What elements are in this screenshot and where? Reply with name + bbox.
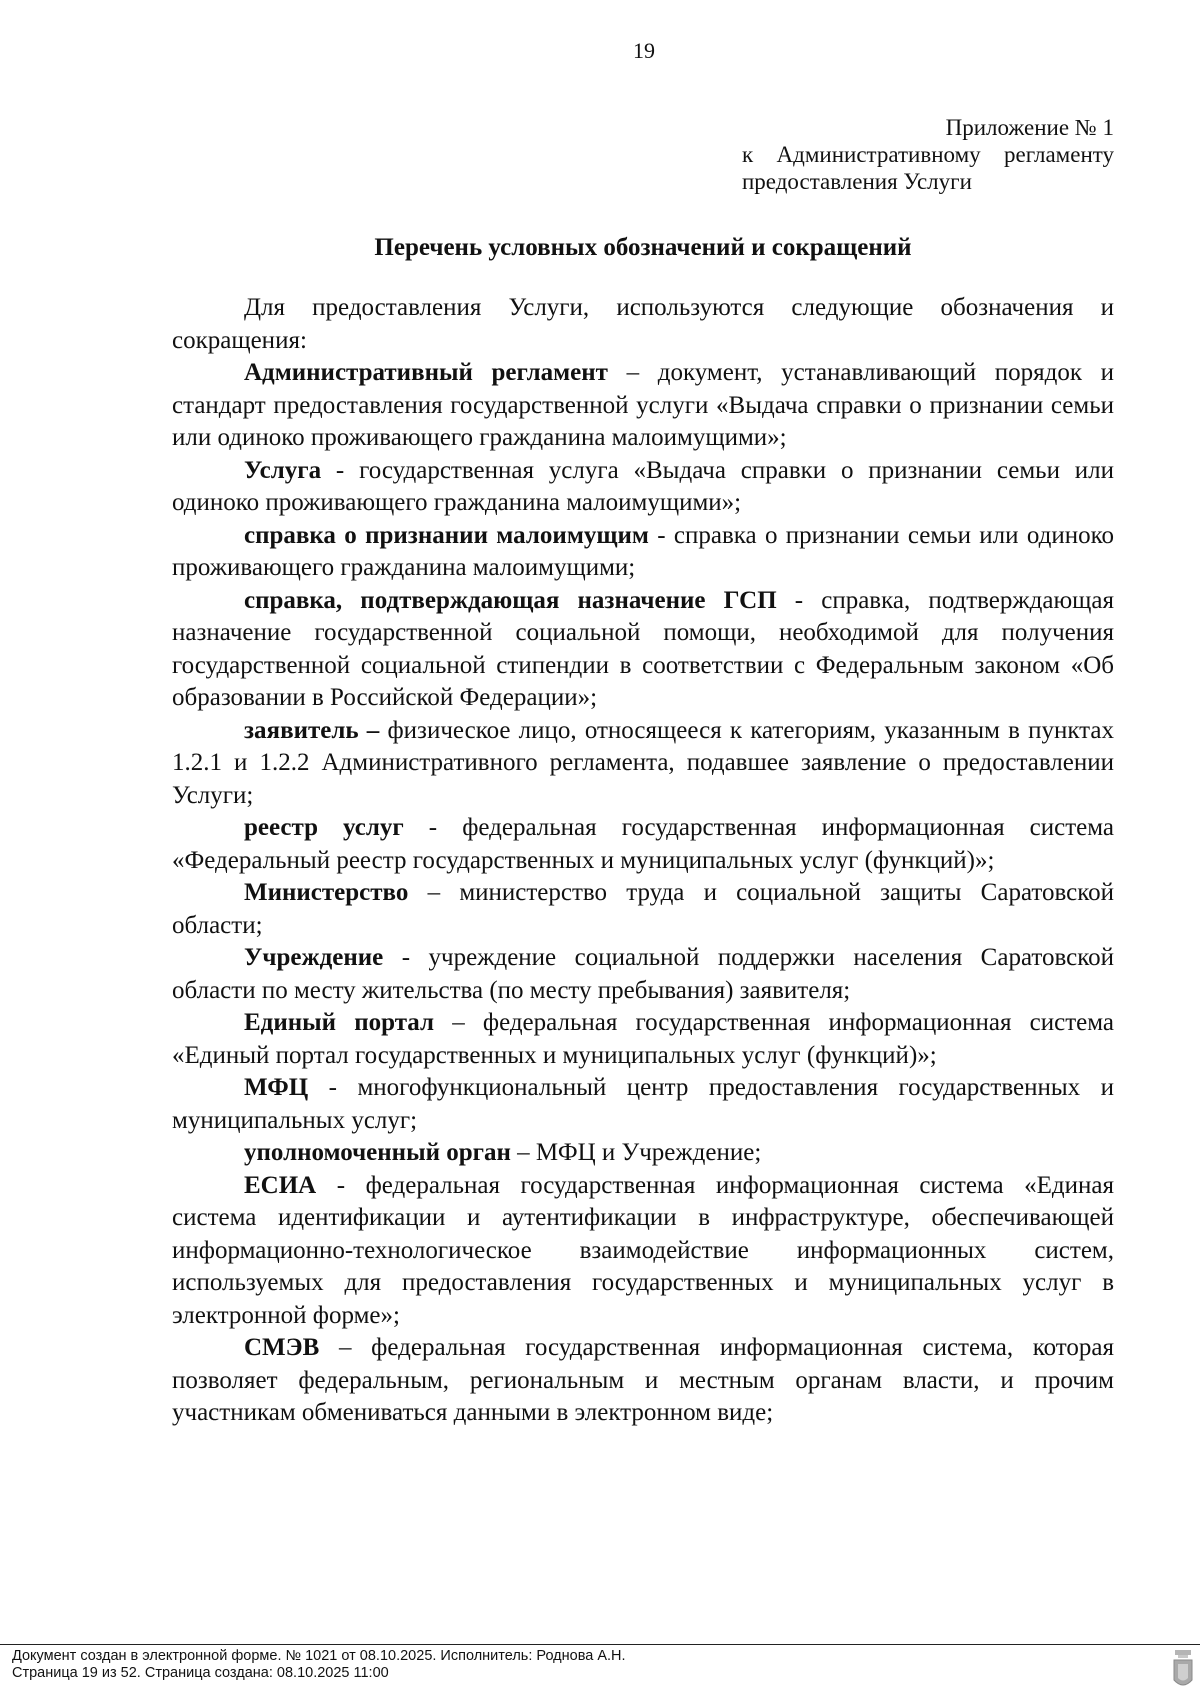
appendix-line-2: к Административному регламенту — [742, 142, 1114, 167]
definition-term: уполномоченный орган — [244, 1139, 511, 1166]
definition-separator: - — [648, 521, 674, 549]
definition-gsp-certificate — [172, 585, 1114, 715]
definition-separator: - — [321, 456, 360, 484]
definition-text: справка о признании семьи или одиноко проживающего гражданина малоимущими; — [172, 521, 1115, 581]
definition-text: федеральная государственная информационная система «Единый портал государственных и муниципальных услуг (функций)»; — [172, 1009, 1114, 1069]
definition-esia — [172, 1170, 1114, 1333]
definition-separator: - — [383, 944, 429, 971]
definition-text: справка, подтверждающая назначение государственной социальной помощи, необходимой для получения государственной социальной стипендии в соответствии с Федеральным законом «Об образовании в Российской Федерации»; — [172, 586, 1114, 711]
definition-term: Услуга — [244, 456, 322, 484]
definition-mfc — [172, 1072, 1114, 1137]
definition-term: Министерство — [244, 879, 409, 906]
definition-separator: - — [403, 814, 463, 841]
definition-separator: - — [308, 1074, 358, 1101]
definition-administrative-regulation — [172, 357, 1114, 455]
definition-separator: - — [316, 1171, 366, 1199]
definition-text: учреждение социальной поддержки населения Саратовской области по месту жительства (по месту пребывания) заявителя; — [172, 944, 1114, 1004]
appendix-header — [742, 114, 1114, 195]
definition-applicant — [172, 715, 1114, 813]
coat-of-arms-icon — [1172, 1648, 1194, 1692]
footer — [12, 1648, 626, 1682]
definition-term: Единый портал — [244, 1009, 435, 1036]
definition-institution — [172, 942, 1114, 1007]
definition-text: государственная услуга «Выдача справки о признании семьи или одиноко проживающего гражданина малоимущими»; — [172, 456, 1114, 516]
definition-text: физическое лицо, относящееся к категориям, указанным в пунктах 1.2.1 и 1.2.2 Административного регламента, подавшее заявление о предоставлении Услуги; — [172, 716, 1114, 809]
definition-separator: – — [510, 1139, 536, 1166]
definition-unified-portal — [172, 1007, 1114, 1072]
definition-term: реестр услуг — [244, 814, 404, 841]
definition-term: справка, подтверждающая назначение ГСП — [244, 586, 777, 614]
definition-low-income-certificate — [172, 520, 1114, 585]
definition-term: СМЭВ — [244, 1334, 320, 1361]
definition-service-registry — [172, 812, 1114, 877]
appendix-line-1: Приложение № 1 — [945, 115, 1114, 140]
definition-term: заявитель – — [244, 716, 380, 744]
definition-separator: – — [607, 359, 658, 386]
definition-term: Административный регламент — [244, 359, 608, 386]
appendix-line-3: предоставления Услуги — [742, 169, 972, 194]
definition-smev — [172, 1332, 1114, 1430]
definition-text: документ, устанавливающий порядок и стандарт предоставления государственной услуги «Выдача справки о признании семьи или одиноко проживающего гражданина малоимущими»; — [172, 359, 1114, 451]
definition-separator: – — [319, 1334, 372, 1361]
document-title: Перечень условных обозначений и сокращений — [374, 234, 912, 261]
definition-text: многофункциональный центр предоставления государственных и муниципальных услуг; — [172, 1074, 1114, 1134]
definition-text: федеральная государственная информационная система «Федеральный реестр государственных и муниципальных услуг (функций)»; — [172, 814, 1114, 874]
definition-term: МФЦ — [244, 1074, 309, 1101]
definition-authorized-body — [172, 1137, 1114, 1170]
definition-separator: – — [434, 1009, 483, 1036]
definition-text: федеральная государственная информационная система, которая позволяет федеральным, региональным и местным органам власти, и прочим участникам обмениваться данными в электронном виде; — [172, 1334, 1114, 1426]
page-number: 19 — [633, 38, 655, 63]
definition-term: справка о признании малоимущим — [244, 521, 649, 549]
definition-service — [172, 455, 1114, 520]
definition-text: министерство труда и социальной защиты Саратовской области; — [172, 879, 1114, 939]
definition-separator: – — [408, 879, 460, 906]
definition-separator: - — [776, 586, 822, 614]
document-body — [172, 292, 1114, 1430]
definition-term: ЕСИА — [244, 1171, 317, 1199]
definition-text: МФЦ и Учреждение; — [535, 1139, 762, 1166]
definition-term: Учреждение — [244, 944, 384, 971]
footer-divider — [0, 1644, 1200, 1645]
footer-line-1: Документ создан в электронной форме. № 1021 от 08.10.2025. Исполнитель: Роднова А.Н. — [12, 1648, 626, 1664]
definition-text: федеральная государственная информационная система «Единая система идентификации и аутентификации в инфраструктуре, обеспечивающей информационно-технологическое взаимодействие информационных систем, используемых для предоставления государственных и муниципальных услуг в электронной форме»; — [172, 1171, 1114, 1329]
definition-ministry — [172, 877, 1114, 942]
footer-line-2: Страница 19 из 52. Страница создана: 08.10.2025 11:00 — [12, 1665, 389, 1681]
intro-paragraph: Для предоставления Услуги, используются следующие обозначения и сокращения: — [172, 294, 1114, 354]
